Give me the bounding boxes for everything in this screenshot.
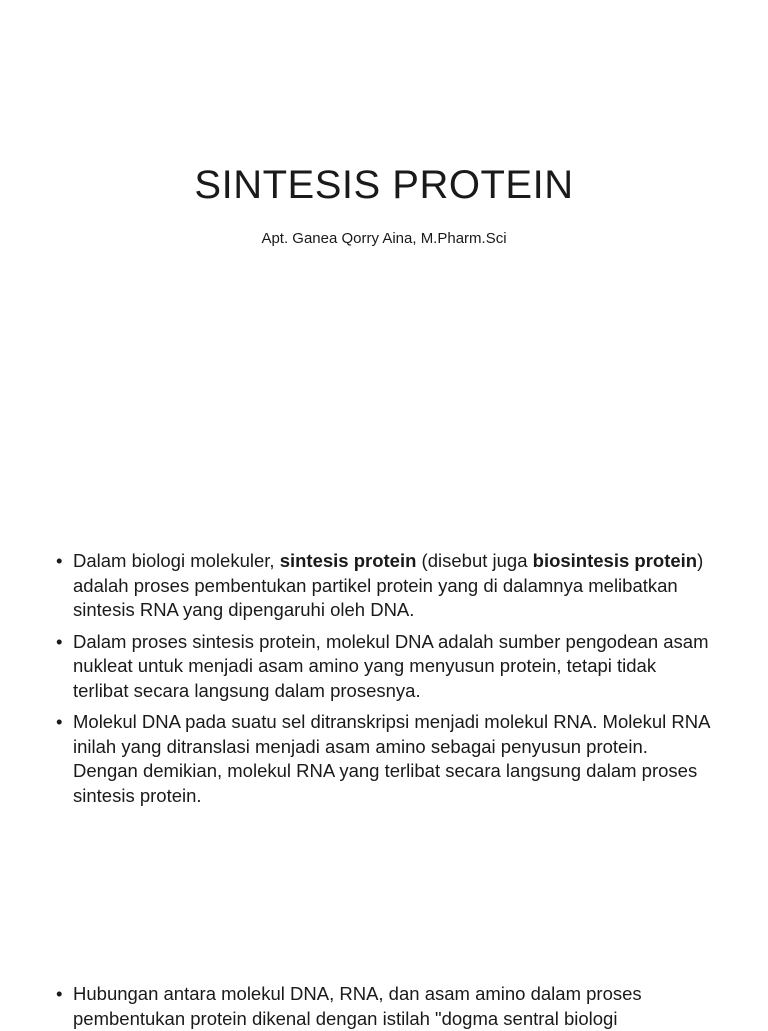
slide-title: SINTESIS PROTEIN bbox=[194, 163, 574, 207]
bold-term-biosintesis-protein: biosintesis protein bbox=[532, 550, 698, 571]
slide-subtitle-author: Apt. Ganea Qorry Aina, M.Pharm.Sci bbox=[261, 230, 507, 247]
bullet-text: ) adalah proses pembentukan partikel protein yang di dalamnya melibatkan sintesis RNA yang dipengaruhi oleh DNA. bbox=[73, 550, 704, 620]
bullet-dot: • bbox=[56, 630, 63, 652]
bullet-dot: • bbox=[56, 550, 63, 571]
bullet-text: Molekul DNA pada suatu sel ditranskripsi menjadi molekul RNA. Molekul RNA inilah yang ditranslasi menjadi asam amino sebagai penyusun protein. Dengan demikian, molekul RNA yang terlibat secara langsung dalam proses sintesis protein. bbox=[73, 711, 710, 806]
bold-term-sintesis-protein: sintesis protein bbox=[279, 550, 417, 571]
content-slide bbox=[0, 432, 768, 864]
bullet-text: Dalam biologi molekuler, bbox=[73, 550, 280, 571]
bullet-text: Hubungan antara molekul DNA, RNA, dan asam amino dalam proses pembentukan protein dikenal dengan istilah "dogma sentral biologi bbox=[73, 983, 642, 1029]
next-slide-partial bbox=[0, 864, 768, 1029]
bullet-item-3 bbox=[56, 710, 716, 808]
bullet-item-2 bbox=[56, 630, 716, 704]
title-slide bbox=[0, 0, 768, 432]
bullet-text: (disebut juga bbox=[416, 550, 533, 571]
bullet-text: Dalam proses sintesis protein, molekul DNA adalah sumber pengodean asam nukleat untuk menjadi asam amino yang menyusun protein, tetapi tidak terlibat secara langsung dalam prosesnya. bbox=[73, 630, 709, 701]
bullet-dot: • bbox=[56, 983, 63, 1004]
bullet-list bbox=[56, 549, 716, 815]
bullet-dot: • bbox=[56, 711, 63, 732]
bullet-item-1 bbox=[56, 549, 716, 623]
